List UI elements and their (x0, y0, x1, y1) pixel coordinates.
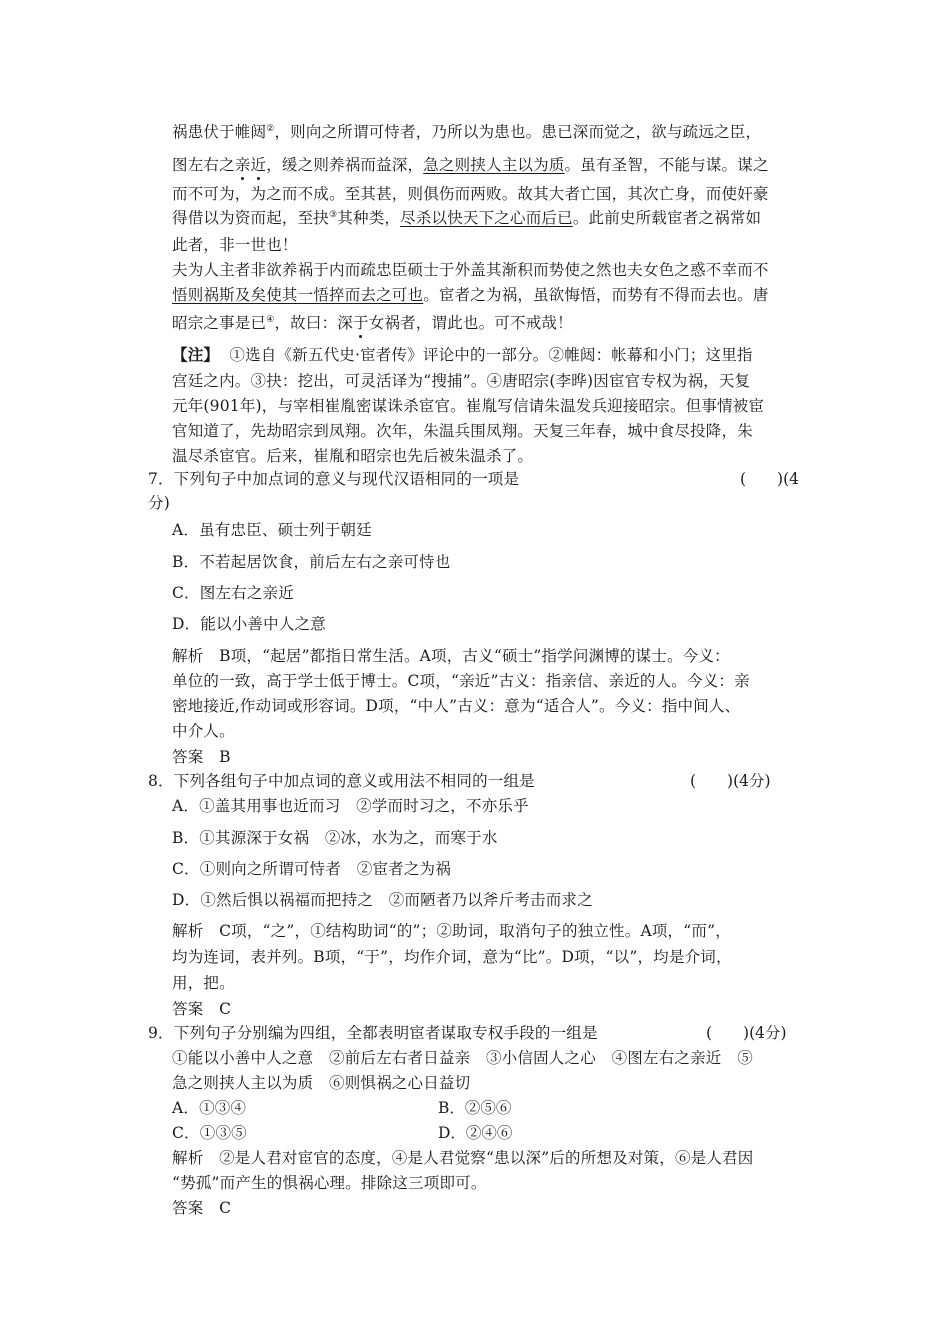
answer-line: 答案 B (172, 748, 231, 766)
dotted-char: 于 (353, 314, 369, 332)
passage-text: 图左右之 (172, 156, 235, 174)
notes-line-5: 温尽杀宦官。后来，崔胤和昭宗也先后被朱温杀了。 (172, 447, 534, 465)
question-number: 9． (148, 1024, 174, 1042)
passage-text: 女祸者，谓此也。可不戒哉！ (368, 314, 573, 332)
question-7-stem (148, 468, 519, 490)
question-text: 下列句子分别编为四组，全都表明宦者谋取专权手段的一组是 (173, 1024, 598, 1042)
passage-line-8 (172, 312, 573, 334)
underlined-sentence: 尽杀以快天下之心而后已 (400, 209, 573, 227)
notes-label: 【注】 (172, 345, 220, 364)
passage-text: 。虽有圣智，不能与谋。谋之 (564, 156, 769, 174)
question-7-score: 分) (148, 494, 170, 512)
notes-text: ①选自《新五代史·宦者传》评论中的一部分。②帷闼：帐幕和小门；这里指 (229, 346, 753, 364)
analysis-line: “势孤”而产生的惧祸心理。排除这三项即可。 (172, 1174, 487, 1192)
analysis-line: 密地接近,作动词或形容词。D项，“中人”古义：意为“适合人”。今义：指中间人、 (172, 697, 741, 715)
analysis-line: 中介人。 (172, 722, 235, 740)
option-a: A．虽有忠臣、硕士列于朝廷 (172, 521, 372, 539)
option-c: C．①则向之所谓可恃者 ②宦者之为祸 (172, 860, 451, 878)
question-8-stem (148, 770, 535, 792)
passage-text: ，缓之则养祸而益深， (266, 156, 424, 174)
footnote-mark: ③ (329, 209, 338, 220)
passage-text: ，故曰：深 (274, 314, 353, 332)
passage-text: 昭宗之事是已 (172, 314, 267, 332)
passage-line-2 (172, 154, 769, 176)
analysis-line: 单位的一致，高于学士低于博士。C项，“亲近”古义：指亲信、亲近的人。今义：亲 (172, 672, 750, 690)
passage-line-1 (172, 121, 761, 143)
answer-paren: ( )(4分) (706, 1024, 787, 1042)
question-text: 下列各组句子中加点词的意义或用法不相同的一组是 (173, 772, 535, 790)
notes-line-2: 宫廷之内。③抉：挖出，可灵活译为“搜捕”。④唐昭宗(李晔)因宦官专权为祸，天复 (172, 372, 751, 390)
option-b: B．不若起居饮食，前后左右之亲可恃也 (172, 553, 451, 571)
passage-text: 。宦者之为祸，虽欲悔悟，而势有不得而去也。唐 (423, 286, 769, 304)
passage-text: 得借以为资而起，至抉 (172, 209, 330, 227)
option-d: D．①然后惧以祸福而把持之 ②而陋者乃以斧斤考击而求之 (172, 891, 593, 909)
answer-paren: ( )(4分) (690, 772, 771, 790)
passage-text: 祸患伏于帷闼 (172, 123, 267, 141)
underlined-sentence: 悟则祸斯及矣使其一悟捽而去之可也 (172, 286, 424, 304)
question-number: 8． (148, 772, 174, 790)
passage-text: ，则向之所谓可恃者，乃所以为患也。患已深而觉之，欲与疏远之臣， (274, 123, 762, 141)
dotted-char: 近 (250, 156, 267, 174)
analysis-line: 均为连词，表并列。B项，“于”，均作介词，意为“比”。D项，“以”，均是介词， (172, 948, 732, 966)
question-9-stem (148, 1022, 598, 1044)
dotted-char: 亲 (234, 156, 251, 174)
option-c: C．①③⑤ (172, 1124, 247, 1142)
analysis-line: 解析 B项，“起居”都指日常生活。A项，古义“硕士”指学问渊博的谋士。今义： (172, 647, 730, 665)
analysis-line: 解析 C项，“之”，①结构助词“的”；②助词，取消句子的独立性。A项，“而”， (172, 922, 731, 940)
option-b: B．①其源深于女祸 ②冰，水为之，而寒于水 (172, 829, 498, 847)
analysis-line: 解析 ②是人君对宦官的态度，④是人君觉察“患以深”后的所想及对策，⑥是人君因 (172, 1149, 754, 1167)
analysis-line: 用，把。 (172, 974, 235, 992)
passage-line-6: 夫为人主者非欲养祸于内而疏忠臣硕士于外盖其渐积而势使之然也夫女色之惑不幸而不 (172, 261, 769, 279)
passage-text: 。此前史所载宦者之祸常如 (572, 209, 762, 227)
question-9-items: ①能以小善中人之意 ②前后左右者日益亲 ③小信固人之心 ④图左右之亲近 ⑤ (172, 1049, 753, 1067)
underlined-sentence: 急之则挟人主以为质 (423, 156, 565, 174)
answer-paren: ( )(4 (740, 470, 800, 488)
answer-line: 答案 C (172, 1000, 232, 1018)
notes-line-4: 官知道了，先劫昭宗到凤翔。次年，朱温兵围凤翔。天复三年春，城中食尽投降，朱 (172, 422, 753, 440)
option-a: A．①③④ (172, 1099, 247, 1117)
passage-line-7 (172, 284, 769, 306)
footnote-mark: ④ (266, 314, 275, 325)
question-9-items: 急之则挟人主以为质 ⑥则惧祸之心日益切 (172, 1074, 471, 1092)
passage-line-3: 而不可为，为之而不成。至其甚，则俱伤而两败。故其大者亡国，其次亡身，而使奸豪 (172, 185, 769, 203)
option-d: D．能以小善中人之意 (172, 615, 326, 633)
answer-line: 答案 C (172, 1199, 232, 1217)
option-c: C．图左右之亲近 (172, 584, 294, 602)
option-d: D．②④⑥ (438, 1124, 513, 1142)
notes-line-1 (172, 344, 753, 366)
question-number: 7． (148, 470, 174, 488)
footnote-mark: ② (266, 123, 275, 134)
option-a: A．①盖其用事也近而习 ②学而时习之，不亦乐乎 (172, 797, 529, 815)
notes-line-3: 元年(901年)，与宰相崔胤密谋诛杀宦官。崔胤写信请朱温发兵迎接昭宗。但事情被宦 (172, 397, 765, 415)
passage-line-4 (172, 207, 761, 229)
passage-text: 其种类， (337, 209, 401, 227)
option-b: B．②⑤⑥ (438, 1099, 512, 1117)
passage-line-5: 此者，非一世也！ (172, 236, 298, 254)
question-text: 下列句子中加点词的意义与现代汉语相同的一项是 (173, 470, 520, 488)
